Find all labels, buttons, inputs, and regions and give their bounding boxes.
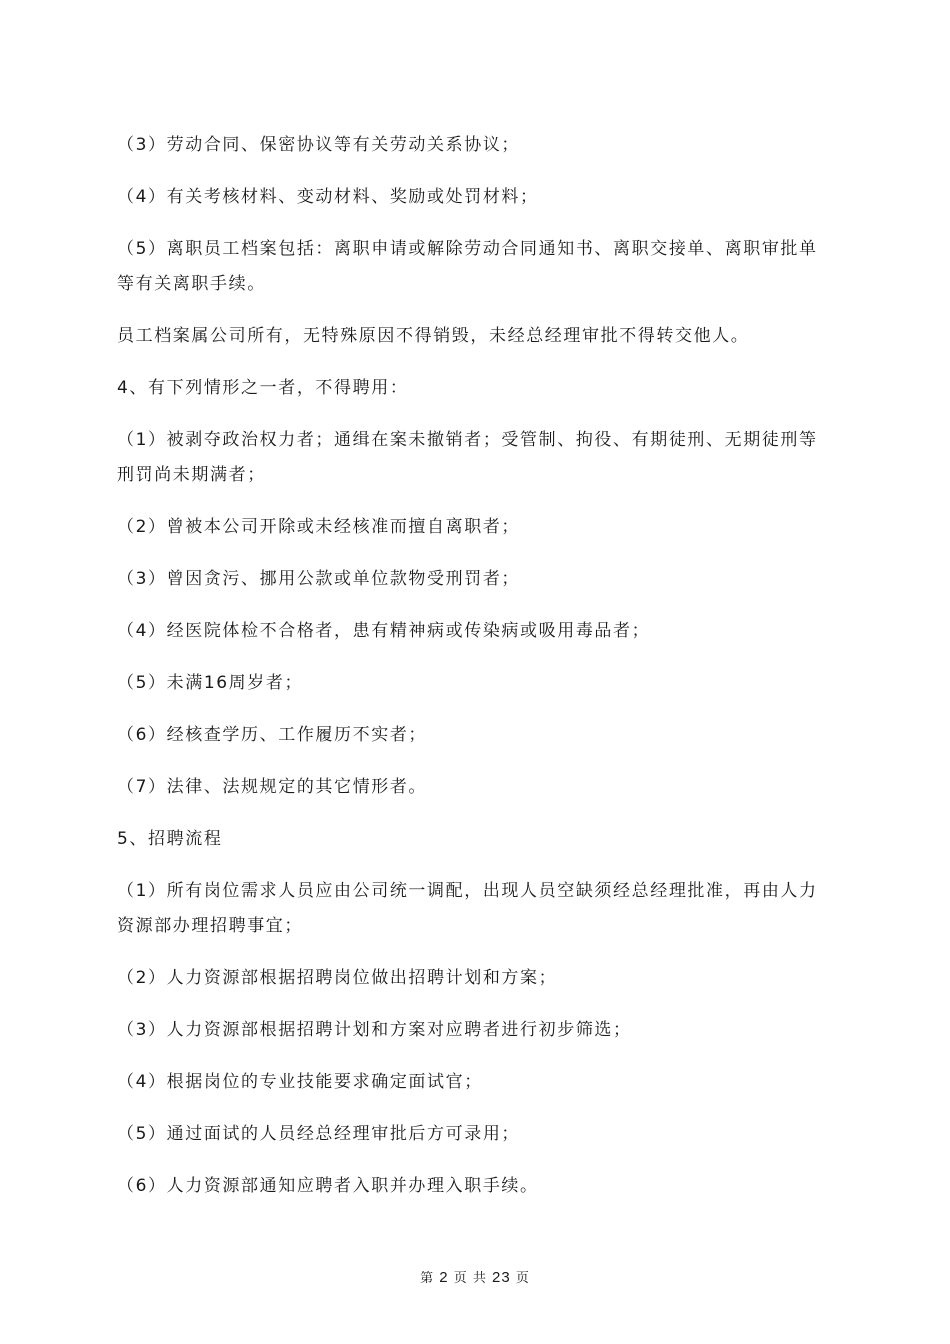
footer-middle: 页 共 <box>453 1271 487 1286</box>
current-page-number: 2 <box>439 1269 449 1286</box>
footer-prefix: 第 <box>420 1271 435 1286</box>
section-heading: 5、招聘流程 <box>117 829 223 849</box>
paragraph: （1）被剥夺政治权力者；通缉在案未撤销者；受管制、拘役、有期徒刑、无期徒刑等刑罚尚未期满者； <box>117 430 818 485</box>
paragraph: （2）曾被本公司开除或未经核准而擅自离职者； <box>117 517 521 537</box>
paragraph: （4）有关考核材料、变动材料、奖励或处罚材料； <box>117 187 539 207</box>
total-pages-number: 23 <box>492 1269 511 1286</box>
paragraph: （3）曾因贪污、挪用公款或单位款物受刑罚者； <box>117 569 521 589</box>
section-heading: 4、有下列情形之一者，不得聘用： <box>117 378 409 398</box>
paragraph: （6）人力资源部通知应聘者入职并办理入职手续。 <box>117 1176 539 1196</box>
document-body <box>117 128 823 1221</box>
paragraph: （4）经医院体检不合格者，患有精神病或传染病或吸用毒品者； <box>117 621 651 641</box>
paragraph: （2）人力资源部根据招聘岗位做出招聘计划和方案； <box>117 968 558 988</box>
footer-suffix: 页 <box>515 1271 530 1286</box>
paragraph: （5）通过面试的人员经总经理审批后方可录用； <box>117 1124 521 1144</box>
paragraph: （6）经核查学历、工作履历不实者； <box>117 725 428 745</box>
paragraph: （4）根据岗位的专业技能要求确定面试官； <box>117 1072 483 1092</box>
paragraph: （3）人力资源部根据招聘计划和方案对应聘者进行初步筛选； <box>117 1020 632 1040</box>
paragraph: （1）所有岗位需求人员应由公司统一调配，出现人员空缺须经总经理批准，再由人力资源部办理招聘事宜； <box>117 881 818 936</box>
page-footer <box>0 1268 950 1289</box>
paragraph: （7）法律、法规规定的其它情形者。 <box>117 777 428 797</box>
paragraph: 员工档案属公司所有，无特殊原因不得销毁，未经总经理审批不得转交他人。 <box>117 326 750 346</box>
paragraph: （3）劳动合同、保密协议等有关劳动关系协议； <box>117 135 521 155</box>
paragraph: （5）未满16周岁者； <box>117 673 304 693</box>
paragraph: （5）离职员工档案包括：离职申请或解除劳动合同通知书、离职交接单、离职审批单等有关离职手续。 <box>117 239 818 294</box>
